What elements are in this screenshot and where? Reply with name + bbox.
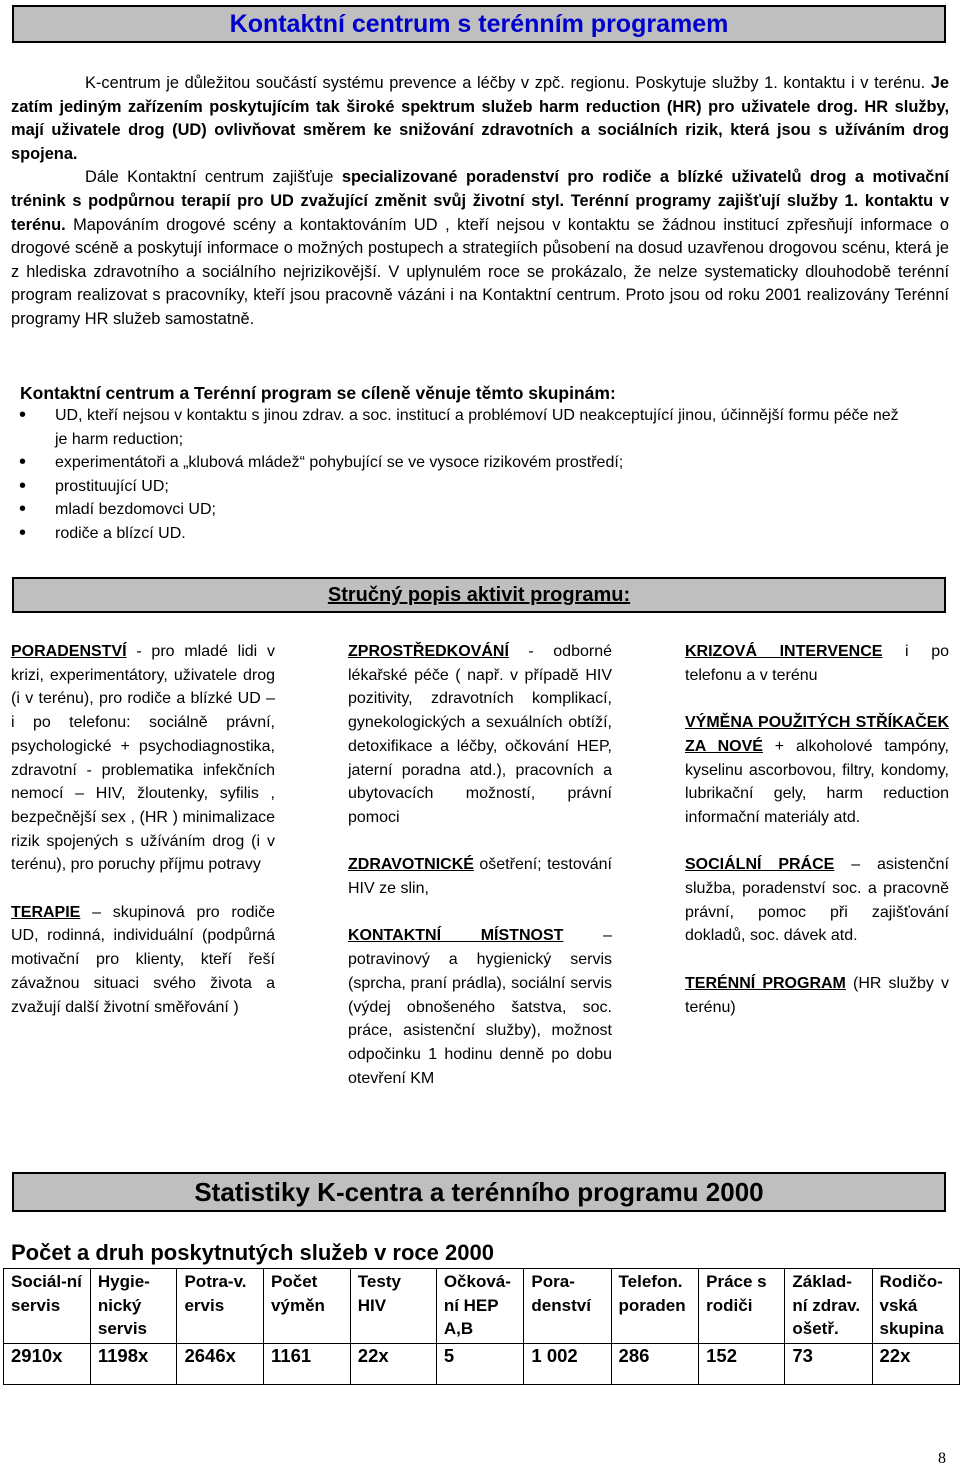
- table-cell: 5: [436, 1344, 524, 1385]
- intro-text: [11, 72, 949, 332]
- intro-p2-bold: specializované poradenství pro rodiče a blízké uživatelů drog a motivační trénink s podpůrnou terapií pro UD zvažující změnit svůj životní styl. Terénní programy zajišťují služby 1. kontaktu v terénu.: [11, 168, 949, 234]
- table-cell: 73: [785, 1344, 872, 1385]
- table-cell: 22x: [872, 1344, 960, 1385]
- table-cell: 152: [699, 1344, 785, 1385]
- list-item: • prostituující UD;: [12, 475, 912, 499]
- table-header-row: [4, 1269, 960, 1344]
- activity-item: [685, 972, 949, 1019]
- activity-item: [11, 901, 275, 1020]
- activity-text: i po telefonu a v terénu: [685, 643, 949, 684]
- table-header-cell: Rodičo-vská skupina: [872, 1269, 960, 1344]
- list-item: • experimentátoři a „klubová mládež“ pohybující se ve vysoce rizikovém prostředí;: [12, 451, 912, 475]
- activities-column-3: [685, 640, 949, 1043]
- table-header-cell: Očková-ní HEP A,B: [436, 1269, 524, 1344]
- table-header-cell: Hygie-nický servis: [90, 1269, 177, 1344]
- page-title-banner: [12, 5, 946, 43]
- stats-heading: Statistiky K-centra a terénního programu 2000: [194, 1177, 764, 1207]
- activity-name: PORADENSTVÍ: [11, 643, 127, 660]
- activity-text: - pro mladé lidi v krizi, experimentátory, uživatele drog (i v terénu), pro rodiče a blízké UD – i po telefonu: sociálně právní, psychologické + psychodiagnostika, zdravotní - problematika infekčních nemocí – HIV, žloutenky, syfilis , bezpečnější sex , (HR ) minimalizace rizik spojených s užíváním drog (i v terénu), pro poruchy příjmu potravy: [11, 643, 275, 874]
- intro-p2-plain: Dále Kontaktní centrum zajišťuje: [85, 168, 342, 187]
- table-cell: 1 002: [524, 1344, 611, 1385]
- activity-name: TERÉNNÍ PROGRAM: [685, 974, 846, 992]
- table-header-cell: Testy HIV: [350, 1269, 436, 1344]
- activity-text: – potravinový a hygienický servis (sprcha, praní prádla), sociální servis (výdej obnošeného šatstva, soc. práce, asistenční služby), možnost odpočinku 1 hodinu denně po dobu otevření KM: [348, 927, 612, 1087]
- table-header-cell: Pora-denství: [524, 1269, 611, 1344]
- table-title: Počet a druh poskytnutých služeb v roce 2000: [11, 1240, 494, 1265]
- intro-p2-rest: Mapováním drogové scény a kontaktováním UD , kteří nejsou v kontaktu se žádnou institucí zpřesňují informace o drogové scéně a poskytují informace o možných postupech a strategiích působení na dosud uzavřenou drogovou scénu, která je z hlediska zdravotního a sociálního nejrizikovější. V uplynulém roce se prokázalo, že nelze systematicky dlouhodobě terénní program realizovat s pracovníky, kteří jsou pracovně vázáni i na Kontaktní centrum. Proto jsou od roku 2001 realizovány Terénní programy HR služeb samostatně.: [11, 215, 949, 328]
- stats-banner: [12, 1172, 946, 1212]
- intro-paragraph-1: [11, 72, 949, 166]
- table-cell: 22x: [350, 1344, 436, 1385]
- table-cell: 1161: [264, 1344, 351, 1385]
- activity-item: [348, 853, 612, 900]
- activity-name: ZDRAVOTNICKÉ: [348, 856, 474, 874]
- activity-name: KRIZOVÁ INTERVENCE: [685, 643, 883, 660]
- activity-name: KONTAKTNÍ MÍSTNOST: [348, 927, 564, 945]
- intro-p1-plain: K-centrum je důležitou součástí systému prevence a léčby v zpč. regionu. Poskytuje služby 1. kontaktu i v terénu.: [85, 74, 931, 92]
- activity-text: + alkoholové tampóny, kyselinu ascorbovou, filtry, kondomy, lubrikační gely, harm reduction informační materiály atd.: [685, 737, 949, 826]
- table-header-cell: Počet výměn: [264, 1269, 351, 1344]
- activity-text: ošetření; testování HIV ze slin,: [348, 856, 612, 898]
- activities-heading: Stručný popis aktivit programu:: [327, 584, 631, 606]
- groups-list: [12, 404, 912, 545]
- activity-item: [685, 711, 949, 830]
- table-row: [4, 1344, 960, 1385]
- intro-p1-bold: Je zatím jediným zařízením poskytujícím tak široké spektrum služeb harm reduction (HR) pro uživatele drog. HR služby, mají uživatele drog (UD) ovlivňovat směrem ke snižování zdravotních a sociálních rizik, která jsou s užíváním drog spojena.: [11, 74, 949, 163]
- activity-item: [685, 853, 949, 948]
- activity-name: VÝMĚNA POUŽITÝCH STŘÍKAČEK ZA NOVÉ: [685, 714, 949, 755]
- activity-text: – skupinová pro rodiče UD, rodinná, individuální (podpůrná motivační pro klienty, kteří řeší závažnou situaci svého života a zvažují další životní směřování ): [11, 903, 275, 1016]
- activities-banner: [12, 577, 946, 613]
- table-header-cell: Základ-ní zdrav. ošetř.: [785, 1269, 872, 1344]
- table-cell: 286: [611, 1344, 699, 1385]
- table-cell: 2646x: [177, 1344, 264, 1385]
- intro-paragraph-2: [11, 166, 949, 331]
- activity-text: (HR služby v terénu): [685, 974, 949, 1016]
- groups-heading: Kontaktní centrum a Terénní program se cíleně věnuje těmto skupinám:: [20, 383, 616, 403]
- activity-text: – asistenční služba, poradenství soc. a pracovně právní, pomoc při zajišťování dokladů, soc. dávek atd.: [685, 856, 949, 945]
- activity-item: [348, 924, 612, 1090]
- table-header-cell: Potra-v. ervis: [177, 1269, 264, 1344]
- table-header-cell: Telefon. poraden: [611, 1269, 699, 1344]
- table-header-cell: Sociál-ní servis: [4, 1269, 91, 1344]
- page-number: 8: [938, 1450, 946, 1467]
- activity-name: SOCIÁLNÍ PRÁCE: [685, 856, 835, 874]
- list-item: • UD, kteří nejsou v kontaktu s jinou zdrav. a soc. institucí a problémoví UD neakceptující jinou, účinnější formu péče než je harm reduction;: [12, 404, 912, 451]
- list-item: • rodiče a blízcí UD.: [12, 522, 912, 546]
- page-title: Kontaktní centrum s terénním programem: [229, 10, 729, 38]
- table-cell: 1198x: [90, 1344, 177, 1385]
- list-item: • mladí bezdomovci UD;: [12, 498, 912, 522]
- activity-name: ZPROSTŘEDKOVÁNÍ: [348, 643, 509, 660]
- activity-name: TERAPIE: [11, 903, 81, 921]
- activities-column-1: [11, 640, 275, 1043]
- activities-column-2: [348, 640, 612, 1114]
- activity-item: [11, 640, 275, 877]
- activity-item: [348, 640, 612, 830]
- activity-item: [685, 640, 949, 687]
- stats-table: [3, 1268, 960, 1385]
- activity-text: - odborné lékařské péče ( např. v případě HIV pozitivity, zdravotních komplikací, gynekologických a sexuálních obtíží, detoxifikace a léčby, očkování HEP, jaterní poradna atd.), pracovních a ubytovacích možností, právní pomoci: [348, 643, 612, 826]
- table-header-cell: Práce s rodiči: [699, 1269, 785, 1344]
- table-cell: 2910x: [4, 1344, 91, 1385]
